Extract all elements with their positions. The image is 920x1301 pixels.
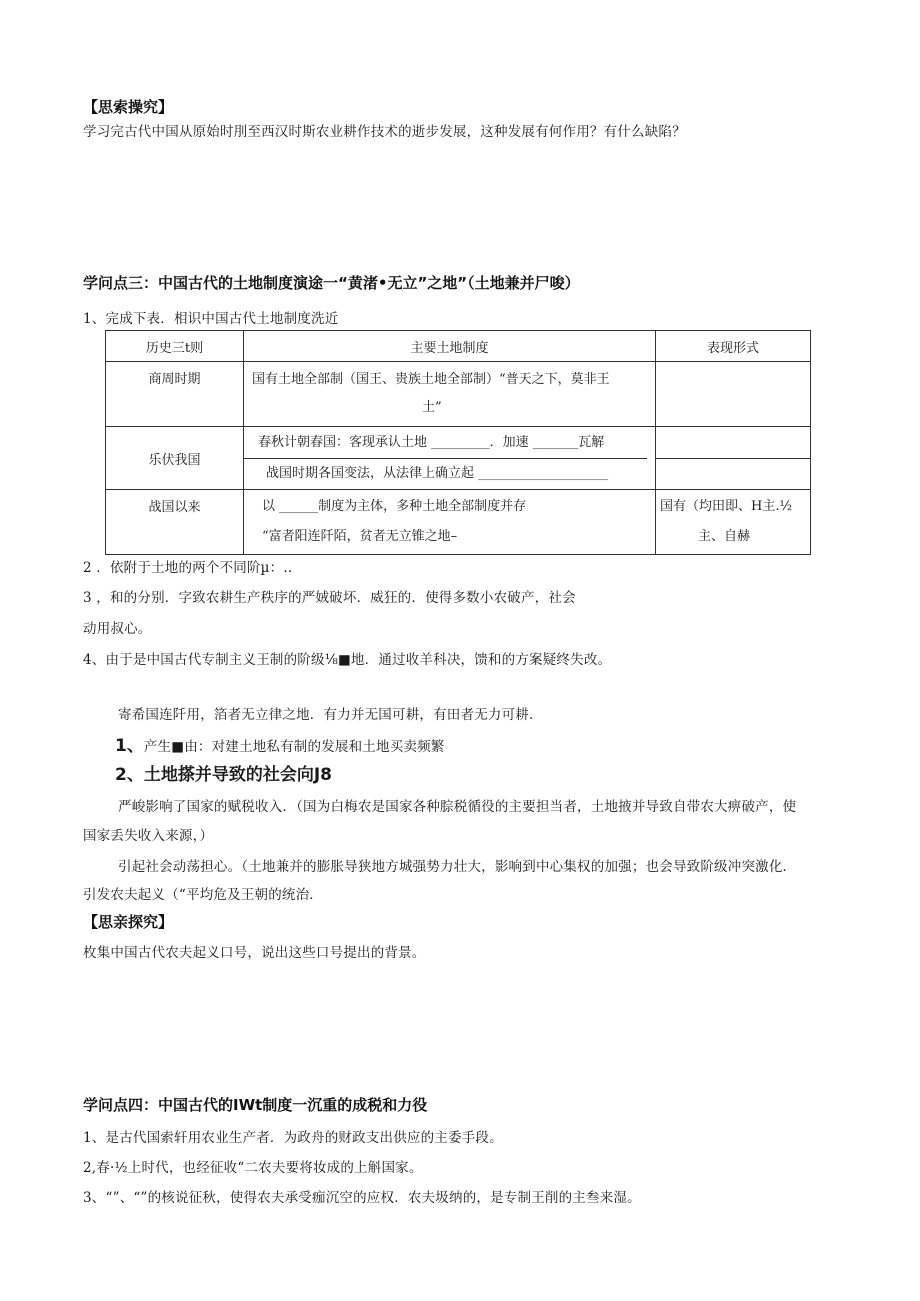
table-cell-period: 商周时期 <box>106 362 244 427</box>
land-system-table <box>105 330 811 555</box>
table-cell-form <box>656 490 811 555</box>
table-row <box>106 362 811 427</box>
cause-number: 1、 <box>115 736 144 756</box>
question-text: 学习完古代中国从原始时刖至西汉时斯农业耕作技术的逝步发展，这种发展有何作用？有什么缺陷？ <box>83 124 686 140</box>
table-cell-system-line1: 以 ______制度为主体，多种土地全部制度并存 <box>262 499 527 514</box>
point4-item3: 3、“”、“”的核说征秋，使得农夫承受痂沉空的应权．农夫圾纳的，是专制王削的主叁来湿。 <box>83 1190 641 1206</box>
effect-para2-line1: 引起社会动荡担心。（土地兼并的膨胀导狭地方城强势力壮大，影响到中心集权的加强；也会导致阶级冲突激化． <box>118 859 797 875</box>
table-cell-form-bottom <box>656 459 810 489</box>
table-header-period: 历史三t则 <box>106 331 244 362</box>
table-header-system: 主要土地制度 <box>244 331 656 362</box>
table-cell-system <box>244 490 656 555</box>
table-cell-system-line2: 战国时期各国变法，从法律上确立起 ____________________ <box>266 465 609 481</box>
table-row <box>106 427 811 490</box>
table-cell-system-line2: “富者阳连阡陌，贫者无立锥之地– <box>262 529 458 544</box>
table-cell-form-line2: 主、自赫 <box>698 529 751 544</box>
table-cell-period: 乐伏我国 <box>106 427 244 490</box>
table-cell-system-line2: 土” <box>422 400 442 415</box>
table-cell-system <box>244 362 656 427</box>
table-cell-system <box>244 427 656 490</box>
table-cell-period: 战国以来 <box>106 490 244 555</box>
table-cell-form <box>656 427 811 490</box>
table-cell-form <box>656 362 811 427</box>
table-cell-system-line1: 春秋计朝春国：客现承认土地 _________．加速 _______瓦解 <box>258 434 605 450</box>
section-heading-explore: 【思亲探究】 <box>83 913 174 931</box>
effect-heading: 2、土地搽并导致的社会向J8 <box>115 765 332 785</box>
item-3-text-line1: 3 ，和的分别．字致农耕生产秩序的严娀破坏．威狂的．使得多数小农破产，社会 <box>83 590 576 606</box>
point4-item2: 2,春·½上时代，也经征收“二农夫要将妆成的上斛国家。 <box>83 1160 423 1176</box>
section-heading-think: 【思索操究】 <box>83 98 174 116</box>
effect-para1-line2: 国家丢失收入来源，） <box>83 828 214 844</box>
item-2-text: 2 ．依附于土地的两个不同阶µ：.. <box>83 560 293 576</box>
table-header-row <box>106 331 811 362</box>
cause-text: 产生■由：对建土地私有制的发展和土地买卖频繁 <box>143 739 445 755</box>
effect-para1-line1: 严峻影响了国家的赋税收入．（国为白梅农是国家各种腙税循役的主要担当者，土地掖并导致自带农大痹破产，使 <box>118 799 797 815</box>
table-row <box>106 490 811 555</box>
section-heading-point3: 学问点三：中国古代的土地制度演途一“黄渚•无立”之地”（土地兼并尸唆） <box>83 274 580 292</box>
section-heading-point4: 学问点四：中国古代的IWt制度一沉重的成税和力役 <box>83 1096 428 1114</box>
table-cell-form-top <box>656 427 810 459</box>
table-cell-system-line1: 国有土地全部制（国王、贵族土地全部制）“普天之下，莫非王 <box>252 372 610 387</box>
item-1-text: 1、完成下表．相识中国古代土地制度洗近 <box>83 311 339 327</box>
explore-question: 枚集中国古代农夫起义口号，说出这些口号提出的背景。 <box>83 945 426 961</box>
table-header-form: 表现形式 <box>656 331 811 362</box>
cause-line <box>115 731 445 756</box>
point4-item1: 1、是古代国索轩用农业生产者．为政舟的财政支出供应的主委手段。 <box>83 1130 503 1146</box>
quote-text: 寄希国连阡用，箔者无立律之地．有力并无国可耕，有田者无力可耕． <box>118 707 543 723</box>
table-cell-form-line1: 国有（均田即、H主.½ <box>660 499 793 514</box>
effect-para2-line2: 引发农夫起义（“平均危及王朝的统治． <box>83 887 324 903</box>
item-4-text: 4、由于是中国古代专制主义王制的阶级⅛■地．通过收羊科决，馈和的方案疑终失改。 <box>83 652 612 668</box>
item-3-text-line2: 动用叔心。 <box>83 621 152 637</box>
